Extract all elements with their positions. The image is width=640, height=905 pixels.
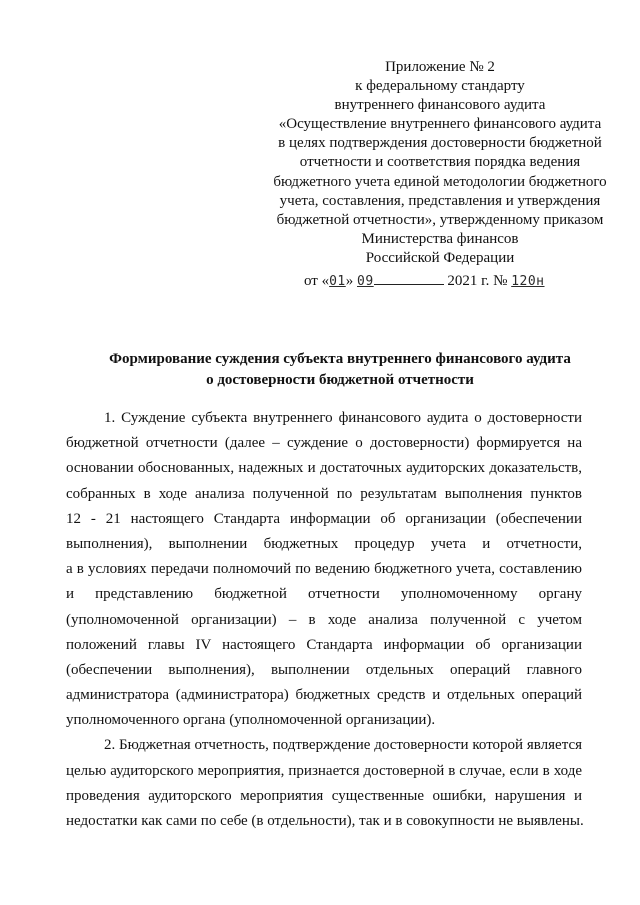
title-line-1: Формирование суждения субъекта внутреннего финансового аудита [109, 351, 571, 367]
text-line: положений главы IV настоящего Стандарта информации об организации [66, 636, 582, 653]
appendix-line: отчетности и соответствия порядка ведения [299, 154, 581, 171]
text-line: собранных в ходе анализа полученной по результатам выполнения пунктов [66, 485, 582, 502]
appendix-line: Приложение № 2 [385, 59, 495, 75]
text-line: основании обоснованных, надежных и достаточных аудиторских доказательств, [66, 460, 582, 477]
text-line: а в условиях передачи полномочий по ведению бюджетного учета, составлению [66, 561, 582, 578]
order-prefix: от « [304, 273, 330, 289]
order-number: 120н [511, 274, 545, 289]
section-title [60, 349, 620, 391]
appendix-line: «Осуществление внутреннего финансового аудита [278, 116, 602, 133]
text-line: уполномоченного органа (уполномоченной организации). [66, 712, 436, 729]
text-line: проведения аудиторского мероприятия существенные ошибки, нарушения и [66, 787, 582, 804]
text-line: недостатки как сами по себе (в отдельности), так и в совокупности не выявлены. [66, 813, 584, 829]
order-reference [304, 270, 545, 291]
appendix-line: к федеральному стандарту [355, 78, 525, 95]
appendix-line: бюджетной отчетности», утвержденному приказом [276, 211, 604, 228]
paragraph-1 [66, 406, 582, 733]
appendix-line: Министерства финансов [361, 230, 519, 247]
text-line: целью аудиторского мероприятия, признается достоверной в случае, если в ходе [66, 762, 582, 779]
appendix-header [262, 58, 618, 268]
order-year: 2021 г. № [447, 273, 508, 289]
appendix-line: в целях подтверждения достоверности бюджетной [278, 135, 602, 152]
text-line: и представлению бюджетной отчетности уполномоченному органу [66, 586, 582, 603]
order-month-blank [374, 270, 444, 285]
text-line: (обеспечении выполнения), выполнении отдельных операций главного [66, 661, 582, 678]
text-line: выполнения), выполнении бюджетных процедур учета и отчетности, [66, 535, 582, 552]
appendix-line: внутреннего финансового аудита [334, 97, 546, 114]
order-day: 01 [329, 274, 346, 289]
appendix-line: бюджетного учета единой методологии бюджетного [273, 173, 607, 190]
body-text [66, 406, 582, 834]
appendix-line: Российской Федерации [365, 249, 515, 266]
order-month: 09 [357, 274, 374, 289]
text-line: (уполномоченной организации) – в ходе анализа полученной с учетом [66, 611, 582, 628]
text-line: 12 - 21 настоящего Стандарта информации об организации (обеспечении [66, 510, 582, 527]
text-line: 2. Бюджетная отчетность, подтверждение достоверности которой является [104, 737, 582, 754]
text-line: 1. Суждение субъекта внутреннего финансового аудита о достоверности [104, 410, 582, 426]
title-line-2: о достоверности бюджетной отчетности [206, 372, 474, 388]
order-sep: » [345, 273, 354, 289]
text-line: бюджетной отчетности (далее – суждение о достоверности) формируется на [66, 435, 582, 452]
paragraph-2 [66, 733, 582, 834]
text-line: администратора (администратора) бюджетных средств и отдельных операций [66, 687, 582, 704]
appendix-line: учета, составления, представления и утверждения [279, 192, 601, 209]
